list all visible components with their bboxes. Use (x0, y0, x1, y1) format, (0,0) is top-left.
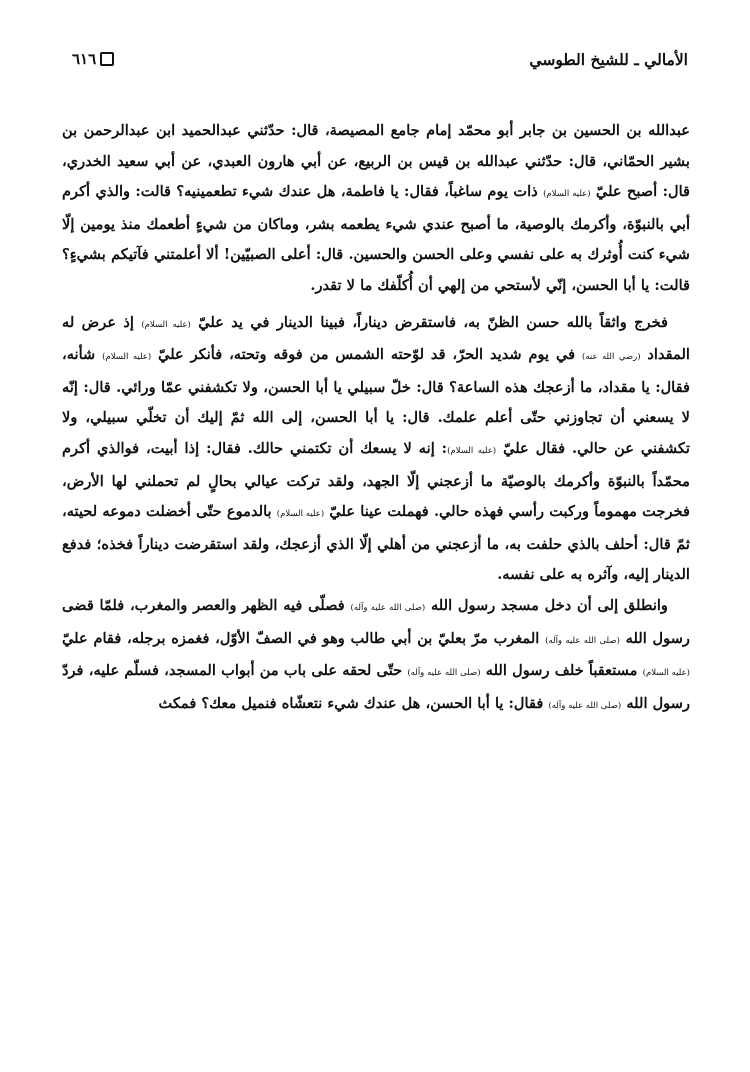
honorific-alayhi-salam: (عليه السلام) (102, 352, 152, 363)
body-text (62, 116, 690, 721)
honorific-alayhi-salam: (عليه السلام) (642, 668, 690, 679)
honorific-alayhi-salam: (عليه السلام) (543, 189, 591, 200)
paragraph-1-part-2: ذات يوم ساغباً، فقال: يا فاطمة، هل عندك شيء تطعمينيه؟ قالت: والذي أكرم أبي بالنبوّة، وأكرمك بالوصية، ما أصبح عندي شيء يطعمه بشر، وماكان من شيءٍ أطعمك منذ يومين إلّا شيء كنت أُوثرك به على نفسي وعلى الحسن والحسين. قال: أعلى الصبيّين! ألا أعلمتني فآتيكم بشيءٍ؟ قالت: يا أبا الحسن، إنّي لأستحي من إلهي أن أُكلّفك ما لا تقدر. (62, 183, 690, 294)
paragraph-2-part-4: شأنه، فقال: يا مقداد، ما أزعجك هذه الساعة؟ قال: خلّ سبيلي يا أبا الحسن، ولا تكشفني عمّا ورائي. قال: إنّه لا يسعني أن تجاوزني حتّى أعلم علمك. قال: يا أبا الحسن، إلى الله ثمّ إليك أن تخلّي سبيلي، ولا تكشفني عن حالي. فقال عليّ (62, 346, 690, 457)
paragraph-2 (62, 308, 690, 591)
honorific-alayhi-salam: (عليه السلام) (141, 319, 191, 330)
honorific-salla-allah: (صلى الله عليه وآله) (545, 635, 620, 646)
paragraph-2-part-2: إذ عرض له المقداد (62, 313, 690, 364)
paragraph-3-part-1: وانطلق إلى أن دخل مسجد رسول الله (430, 596, 668, 614)
honorific-alayhi-salam: (عليه السلام) (276, 509, 325, 520)
honorific-salla-allah: (صلى الله عليه وآله) (407, 668, 481, 679)
paragraph-3 (62, 591, 690, 721)
page-number: ٦١٦ (72, 50, 97, 68)
running-title: الأمالي ـ للشيخ الطوسي (529, 50, 688, 69)
honorific-alayhi-salam: (عليه السلام) (447, 445, 497, 456)
paragraph-3-part-4: مستعقباً خلف رسول الله (485, 662, 638, 680)
honorific-salla-allah: (صلى الله عليه وآله) (548, 700, 622, 711)
page-number-block (72, 50, 114, 68)
paragraph-3-part-6: فقال: يا أبا الحسن، هل عندك شيء نتعشّاه فنميل معك؟ فمكث (158, 694, 544, 712)
paragraph-3-part-5: حتّى لحقه على باب من أبواب المسجد، فسلّم عليه، فردّ رسول الله (62, 662, 690, 712)
honorific-radiya-allah: (رضي الله عنه) (582, 352, 641, 363)
paragraph-1 (62, 116, 690, 302)
paragraph-1-part-1: عبدالله بن الحسين بن جابر أبو محمّد إمام جامع المصيصة، قال: حدّثني عبدالحميد ابن عبدالرحمن بن بشير الحمّاني، قال: حدّثني عبدالله بن قيس بن الربيع، عن أبي هارون العبدي، عن أبي سعيد الخدري، قال: أصبح عليّ (62, 122, 690, 201)
paragraph-3-part-3: المغرب مرّ بعليّ بن أبي طالب وهو في الصفّ الأوّل، فغمزه برجله، فقام عليّ (62, 629, 540, 647)
paragraph-3-part-2: فصلّى فيه الظهر والعصر والمغرب، فلمّا قضى رسول الله (62, 596, 690, 647)
paragraph-2-part-5: : إنه لا يسعك أن تكتمني حالك. فقال: إذا أبيت، فوالذي أكرم محمّداً بالنبوّة وأكرمك بالوصيّة ما أزعجني إلّا الجهد، ولقد تركت عيالي بحالٍ لم تحملني لها الأرض، فخرجت مهموماً وركبت رأسي فهذه حالي. فهملت عينا عليّ (62, 439, 690, 521)
paragraph-2-part-3: في يوم شديد الحرّ، قد لوّحته الشمس من فوقه وتحته، فأنكر عليّ (158, 346, 576, 364)
square-ornament-icon (100, 52, 114, 66)
honorific-salla-allah: (صلى الله عليه وآله) (350, 602, 426, 613)
paragraph-2-part-6: بالدموع حتّى أخضلت دموعه لحيته، ثمّ قال: أحلف بالذي حلفت به، ما أزعجني من أهلي إلّا الذي أزعجك، ولقد استقرضت ديناراً فخذه؛ فدفع الدينار إليه، وآثره به على نفسه. (62, 503, 690, 584)
paragraph-2-part-1: فخرج واثقاً بالله حسن الظنّ به، فاستقرض ديناراً، فبينا الدينار في يد عليّ (198, 313, 669, 331)
page-header (72, 44, 688, 78)
